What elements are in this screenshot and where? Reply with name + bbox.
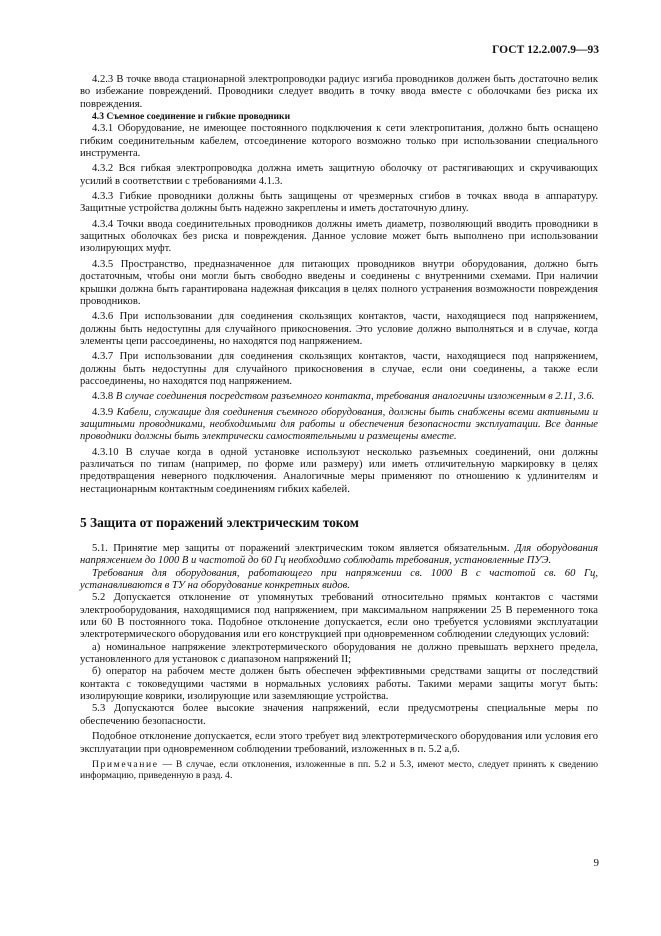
paragraph-4-3-6: 4.3.6 При использовании для соединения скользящих контактов, части, находящиеся под напряжением, должны быть недоступны для случайного прикосновения. Это условие должно выполняться и в случае, когда элементы цепи рассоединены, но находятся под напряжением. [80, 311, 598, 347]
paragraph-5-1 [80, 543, 598, 568]
paragraph-5-2-b: б) оператор на рабочем месте должен быть обеспечен эффективными средствами защиты от последствий контакта с токоведущими частями в нормальных условиях работы. Такими мерами защиты могут быть: изолирующие коврики, изолирующие или заземляющие устройства. [80, 666, 598, 703]
clause-number: 4.3.9 [92, 406, 114, 418]
standard-header: ГОСТ 12.2.007.9—93 [492, 44, 599, 56]
document-body [80, 74, 598, 782]
paragraph-4-3-8 [80, 391, 598, 403]
paragraph-4-3-5: 4.3.5 Пространство, предназначенное для питающих проводников внутри оборудования, должно быть достаточным, чтобы они могли быть свободно введены и соединены с внутренними схемами. При наличии крышки должна быть гарантирована надежная фиксация в целях полного устранения возможности повреждения проводников. [80, 258, 598, 307]
paragraph-4-3-9 [80, 407, 598, 444]
subsection-heading-4-3: 4.3 Съемное соединение и гибкие проводники [92, 111, 291, 123]
clause-text: 5.1. Принятие мер защиты от поражений электрическим током является обязательным. [92, 543, 510, 554]
section-heading-5: 5 Защита от поражений электрическим током [80, 515, 359, 530]
paragraph-4-3-10: 4.3.10 В случае когда в одной установке используют несколько разъемных соединений, они должны различаться по типам (например, по форме или размеру) или иметь отличительную маркировку в целях предотвращения неверного подключения. Аналогичные меры применяют по отношению к удлинителям и нестационарным контактным соединениям гибких кабелей. [80, 446, 598, 495]
note-text: — В случае, если отклонения, изложенные в пп. 5.2 и 5.3, имеют место, следует принять к сведению информацию, приведенную в разд. 4. [80, 758, 598, 782]
paragraph-4-3-7: 4.3.7 При использовании для соединения скользящих контактов, части, находящиеся под напряжением, должны быть недоступны для случайного прикосновения в случае, если они соединены, а также если рассоединены, но находятся под напряжением. [80, 351, 598, 387]
page-number: 9 [593, 857, 599, 869]
paragraph-5-3: 5.3 Допускаются более высокие значения напряжений, если предусмотрены специальные меры по обеспечению безопасности. [80, 703, 598, 727]
note [80, 759, 598, 782]
clause-text-italic: Для оборудования напряжением до 1000 В и частотой до 60 Гц необходимо соблюдать требования, установленные ПУЭ. [80, 543, 598, 567]
paragraph-4-3-2: 4.3.2 Вся гибкая электропроводка должна иметь защитную оболочку от растягивающих и скручивающих усилий в соответствии с требованиями 4.1.3. [80, 163, 598, 187]
paragraph-4-2-3: 4.2.3 В точке ввода стационарной электропроводки радиус изгиба проводников должен быть достаточно велик во избежание повреждений. Проводники следует вводить в точку ввода вместе с оболочками без риска их повреждения. [80, 74, 598, 110]
paragraph-4-3-1: 4.3.1 Оборудование, не имеющее постоянного подключения к сети электропитания, должно быть оснащено гибким соединительным кабелем, отсоединение которого возможно только при использовании специального инструмента. [80, 123, 598, 160]
paragraph-4-3-3: 4.3.3 Гибкие проводники должны быть защищены от чрезмерных сгибов в точках ввода в аппаратуру. Защитные устройства должны быть надежно закреплены и иметь достаточную длину. [80, 191, 598, 215]
paragraph-5-2-a: а) номинальное напряжение электротермического оборудования не должно превышать верхнего предела, установленного для установок с диапазоном напряжений II; [80, 641, 598, 666]
paragraph-4-3-4: 4.3.4 Точки ввода соединительных проводников должны иметь диаметр, позволяющий вводить проводники в защитных оболочках без риска и повреждения. Данное условие может быть выполнено при использовании изолирующих муфт. [80, 218, 598, 255]
clause-text: Кабели, служащие для соединения съемного оборудования, должны быть снабжены всеми активными и защитными проводниками, необходимыми для работы и обеспечения безопасности эксплуатации. Все данные проводники должны быть электрически самостоятельными и размещены вместе. [80, 406, 599, 443]
paragraph-5-2: 5.2 Допускается отклонение от упомянутых требований относительно прямых контактов с частями электрооборудования, находящимися под напряжением, при максимальном напряжении 25 В переменного тока или 60 В постоянного тока. Подобное отклонение допускается, если оно требуется условиями эксплуатации электротермического оборудования или его конструкцией при одновременном соблюдении следующих условий: [80, 592, 598, 641]
clause-text: В случае соединения посредством разъемного контакта, требования аналогичны изложенным в 2.11, 3.6. [115, 391, 595, 403]
clause-number: 4.3.8 [92, 391, 114, 403]
note-label: Примечание [92, 758, 159, 770]
paragraph-5-1-note: Требования для оборудования, работающего при напряжении св. 1000 В с частотой св. 60 Гц, устанавливаются в ТУ на оборудование конкретных видов. [80, 567, 598, 592]
paragraph-5-3-continued: Подобное отклонение допускается, если этого требует вид электротермического оборудования или условия его эксплуатации при одновременном соблюдении требований, изложенных в п. 5.2 а,б. [80, 731, 598, 755]
